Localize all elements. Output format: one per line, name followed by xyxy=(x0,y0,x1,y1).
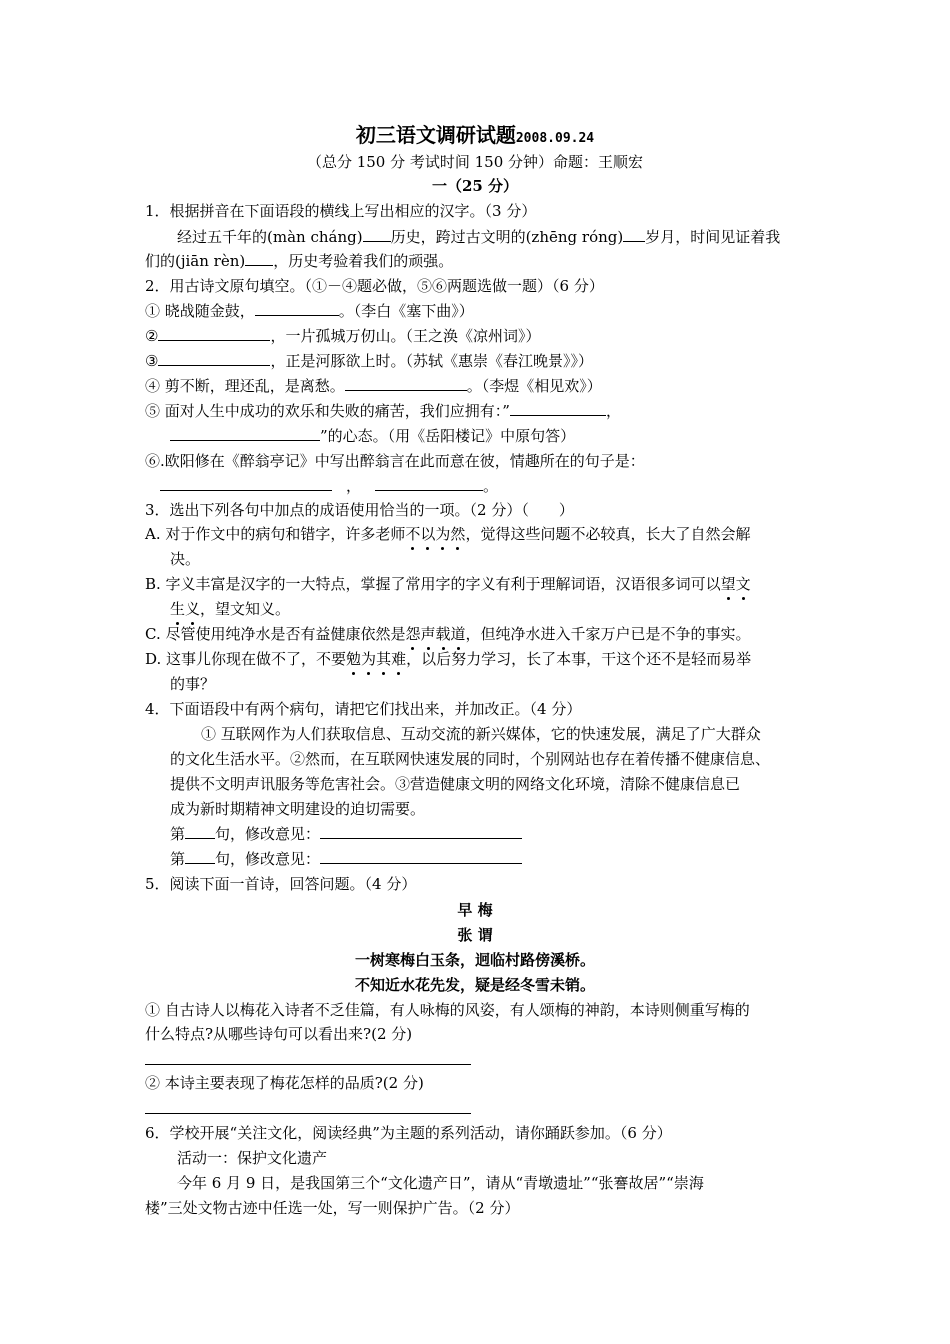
emphasis-dot-char: 生 xyxy=(170,597,185,621)
q4-passage-line: 的文化生活水平。②然而，在互联网快速发展的同时，个别网站也存在着传播不健康信息、 xyxy=(170,750,771,768)
q3-text: C. 尽管使用纯净水是否有益健康依然是 xyxy=(145,625,406,643)
q1-text: ，历史考验着我们的顽强。 xyxy=(273,252,454,270)
q6-activity-1: 活动一：保护文化遗产 xyxy=(177,1149,328,1167)
poem-line-1: 一树寒梅白玉条，迥临村路傍溪桥。 xyxy=(354,951,595,969)
q2-text: ”的心态。（用《岳阳楼记》中原句答） xyxy=(320,427,576,445)
q3-option-c xyxy=(145,622,751,646)
q3-option-a-cont: 决。 xyxy=(170,550,201,568)
q2-text: ② xyxy=(145,327,159,345)
q2-stem: 2．用古诗文原句填空。（①－④题必做，⑤⑥两题选做一题）（6 分） xyxy=(145,277,604,295)
q2-text: ④ 剪不断，理还乱，是离愁。 xyxy=(145,377,345,395)
emphasis-dot-char: 然 xyxy=(450,522,465,546)
q2-blank-2[interactable] xyxy=(158,324,270,341)
q5-sub-1: ① 自古诗人以梅花入诗者不乏佳篇，有人咏梅的风姿，有人颂梅的神韵，本诗则侧重写梅的 xyxy=(145,1001,750,1019)
poem-title: 早 梅 xyxy=(457,901,493,919)
q1-stem: 1．根据拼音在下面语段的横线上写出相应的汉字。（3 分） xyxy=(145,202,537,220)
exam-subtitle: （总分 150 分 考试时间 150 分钟）命题：王顺宏 xyxy=(306,153,644,171)
emphasis-dot-char: 以 xyxy=(420,522,435,546)
q2-text: ③ xyxy=(145,352,159,370)
q2-item-5-cont xyxy=(170,424,575,448)
q6-stem: 6．学校开展“关注文化，阅读经典”为主题的系列活动，请你踊跃参加。（6 分） xyxy=(145,1124,672,1142)
dotted-idiom xyxy=(170,600,200,618)
q4-fix-line-1 xyxy=(170,822,522,846)
q4-sentence-blank-1[interactable] xyxy=(185,822,215,839)
poem-author: 张 谓 xyxy=(457,926,493,944)
q1-passage-line-1 xyxy=(177,225,780,249)
q4-fix-line-2 xyxy=(170,847,522,871)
q2-blank-8[interactable] xyxy=(375,474,483,491)
section-heading: 一（25 分） xyxy=(431,177,519,195)
emphasis-dot-char: 不 xyxy=(405,522,420,546)
q1-blank-2[interactable] xyxy=(623,225,645,242)
q1-text: 岁月，时间见证着我 xyxy=(645,228,781,246)
q4-text: 句，修改意见： xyxy=(215,825,321,843)
q4-text: 第 xyxy=(170,825,186,843)
dotted-idiom xyxy=(721,575,751,593)
q2-item-1 xyxy=(145,299,474,323)
emphasis-dot-char: 望 xyxy=(721,572,736,596)
q3-option-d xyxy=(145,647,751,671)
q2-text: 。 xyxy=(483,477,499,495)
emphasis-dot-char: 文 xyxy=(736,572,751,596)
q4-sentence-blank-2[interactable] xyxy=(185,847,215,864)
exam-date: 2008.09.24 xyxy=(515,131,595,146)
q1-text: 们的(jiān rèn) xyxy=(145,252,246,270)
q4-text: 第 xyxy=(170,850,186,868)
q2-text: ， xyxy=(346,477,362,495)
q4-passage-line: 成为新时期精神文明建设的迫切需要。 xyxy=(170,800,426,818)
q3-text: B. 字义丰富是汉字的一大特点，掌握了常用字的字义有利于理解词语，汉语很多词可以 xyxy=(145,575,721,593)
q3-option-b-cont xyxy=(170,597,290,621)
q5-stem: 5．阅读下面一首诗，回答问题。（4 分） xyxy=(145,875,417,893)
q4-stem: 4．下面语段中有两个病句，请把它们找出来，并加改正。（4 分） xyxy=(145,700,582,718)
q5-sub-1-cont: 什么特点?从哪些诗句可以看出来?(2 分) xyxy=(145,1025,413,1043)
q6-passage-line-1: 今年 6 月 9 日，是我国第三个“文化遗产日”，请从“青墩遗址”“张謇故居”“崇海 xyxy=(177,1174,704,1192)
q4-passage-line: 提供不文明声讯服务等危害社会。③营造健康文明的网络文化环境，清除不健康信息已 xyxy=(170,775,741,793)
q5-answer-line-2[interactable] xyxy=(145,1113,471,1114)
poem-line-2: 不知近水花先发，疑是经冬雪未销。 xyxy=(354,976,595,994)
emphasis-dot-char: 义 xyxy=(185,597,200,621)
q2-item-6: ⑥.欧阳修在《醉翁亭记》中写出醉翁言在此而意在彼，情趣所在的句子是： xyxy=(145,452,645,470)
q4-fix-blank-1[interactable] xyxy=(320,822,522,839)
q3-option-a xyxy=(145,522,750,546)
emphasis-dot-char: 载 xyxy=(436,622,451,646)
q4-passage-line: ① 互联网作为人们获取信息、互动交流的新兴媒体，它的快速发展，满足了广大群众 xyxy=(201,725,761,743)
emphasis-dot-char: 为 xyxy=(435,522,450,546)
q2-item-2 xyxy=(145,324,540,348)
emphasis-dot-char: 为 xyxy=(361,647,376,671)
emphasis-dot-char: 声 xyxy=(421,622,436,646)
q2-text: 。（李煜《相见欢》） xyxy=(466,377,602,395)
q2-blank-7[interactable] xyxy=(160,474,332,491)
q4-text: 句，修改意见： xyxy=(215,850,321,868)
emphasis-dot-char: 勉 xyxy=(346,647,361,671)
q2-text: 。（李白《塞下曲》） xyxy=(338,302,474,320)
q2-blank-5[interactable] xyxy=(510,399,606,416)
q3-option-d-cont: 的事？ xyxy=(170,675,216,693)
q3-text: D. 这事儿你现在做不了，不要 xyxy=(145,650,347,668)
q2-text: ，一片孤城万仞山。（王之涣《凉州词》） xyxy=(270,327,541,345)
q4-fix-blank-2[interactable] xyxy=(320,847,522,864)
exam-title: 初三语文调研试题 xyxy=(355,123,516,147)
q2-blank-6[interactable] xyxy=(170,424,320,441)
q1-passage-line-2 xyxy=(145,249,453,273)
q3-text: A. 对于作文中的病句和错字，许多老师 xyxy=(145,525,406,543)
q2-text: ① 晓战随金鼓， xyxy=(145,302,255,320)
emphasis-dot-char: 难 xyxy=(391,647,406,671)
q1-blank-1[interactable] xyxy=(363,225,391,242)
emphasis-dot-char: 其 xyxy=(376,647,391,671)
q3-option-b xyxy=(145,572,751,596)
q2-item-6-cont xyxy=(160,474,498,498)
q1-text: 历史，跨过古文明的(zhēng róng) xyxy=(390,228,624,246)
exam-title-line xyxy=(0,123,950,151)
emphasis-dot-char: 怨 xyxy=(405,622,420,646)
emphasis-dot-char: 道 xyxy=(451,622,466,646)
dotted-idiom xyxy=(405,625,465,643)
q1-blank-3[interactable] xyxy=(245,249,273,266)
q2-text: ⑤ 面对人生中成功的欢乐和失败的痛苦，我们应拥有：” xyxy=(145,402,510,420)
q2-text: ，正是河豚欲上时。（苏轼《惠崇《春江晚景》》） xyxy=(270,352,593,370)
q2-item-4 xyxy=(145,374,602,398)
q5-sub-2: ② 本诗主要表现了梅花怎样的品质?(2 分) xyxy=(145,1074,424,1092)
dotted-idiom xyxy=(405,525,465,543)
q5-answer-line-1[interactable] xyxy=(145,1064,471,1065)
q2-item-5 xyxy=(145,399,621,423)
q2-blank-1[interactable] xyxy=(255,299,339,316)
q3-text: ，但纯净水进入千家万户已是不争的事实。 xyxy=(465,625,751,643)
q1-text: 经过五千年的(màn cháng) xyxy=(177,228,363,246)
q3-text: ，觉得这些问题不必较真，长大了自然会解 xyxy=(465,525,751,543)
q2-text: ， xyxy=(605,402,621,420)
dotted-idiom xyxy=(346,650,406,668)
q3-text: ，以后努力学习，长了本事，干这个还不是轻而易举 xyxy=(406,650,752,668)
q6-passage-line-2: 楼”三处文物古迹中任选一处，写一则保护广告。（2 分） xyxy=(145,1199,520,1217)
q2-item-3 xyxy=(145,349,593,373)
q3-stem: 3．选出下列各句中加点的成语使用恰当的一项。（2 分）（ ） xyxy=(145,501,574,519)
q2-blank-3[interactable] xyxy=(158,349,270,366)
q2-blank-4[interactable] xyxy=(345,374,467,391)
q3-text: ，望文知义。 xyxy=(200,600,291,618)
